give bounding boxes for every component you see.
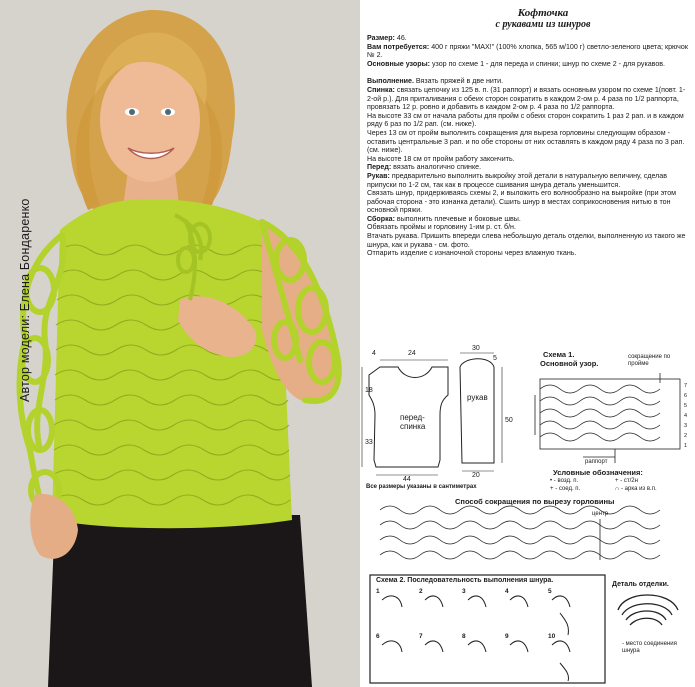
- schematic-drawing: [360, 345, 695, 687]
- dim-sleeve-side: 50: [505, 417, 513, 424]
- back-paragraph-4: На высоте 18 см от пройм работу закончить.: [367, 154, 515, 163]
- dim-bottom: 44: [403, 476, 411, 483]
- scheme2-step-number: 8: [462, 633, 466, 640]
- assembly-paragraph-4: Отпарить изделие с изнаночной стороны через влажную ткань.: [367, 249, 577, 258]
- legend-text-3: - соед. п.: [555, 486, 581, 492]
- legend-symbol-1: •: [550, 478, 553, 484]
- legend-text-2: - ст/2н: [620, 478, 638, 484]
- legend-symbol-4: ∩: [615, 486, 620, 492]
- scheme2-step-number: 9: [505, 633, 509, 640]
- front-label: Перед:: [367, 163, 392, 172]
- assembly-label: Сборка:: [367, 214, 395, 223]
- assembly-paragraph-2: Обвязать проймы и горловину 1-им р. ст. б/н.: [367, 223, 516, 232]
- scheme2-step-number: 5: [548, 588, 552, 595]
- detail-title: Деталь отделки.: [612, 581, 669, 588]
- article-title: Кофточка: [517, 7, 569, 19]
- dim-left-bottom: 33: [365, 439, 373, 446]
- scheme2-title: Схема 2. Последовательность выполнения шнура.: [376, 577, 554, 584]
- legend-item-1: [550, 478, 578, 484]
- sleeve-piece-label: рукав: [467, 393, 488, 402]
- sleeve-paragraph-2: Связать шнур, придерживаясь схемы 2, и выложить его волнообразно на выкройке (при этом рабочая сторона - это изнанка детали). Сшить шнур в местах соприкосновения нитью в тон основной пряжи.: [367, 189, 677, 215]
- legend-item-2: [615, 478, 638, 484]
- sleeve-label: Рукав:: [367, 171, 390, 180]
- patterns-label: Основные узоры:: [367, 59, 430, 68]
- back-paragraph-2: На высоте 33 см от начала работы для пройм с обеих сторон сократить 1 раз 2 рап. и в каждом ряду 6 раз по 1/2 рап. (см. ниже).: [367, 111, 684, 129]
- legend-item-4: [615, 486, 657, 492]
- dim-top-sleeve: 30: [472, 345, 480, 352]
- dim-left-top: 18: [365, 387, 373, 394]
- size-label: Размер:: [367, 34, 395, 42]
- scheme1-row-number: 5: [684, 403, 688, 409]
- patterns-value: узор по схеме 1 - для переда и спинки; шнур по схеме 2 - для рукавов.: [431, 59, 666, 68]
- rapport-bottom: раппорт: [585, 459, 608, 465]
- scheme2-step-number: 6: [376, 633, 380, 640]
- instructions: [367, 8, 689, 258]
- legend-symbol-3: +: [550, 486, 554, 492]
- legend-text-1: - возд. п.: [553, 478, 579, 484]
- front-value: вязать аналогично спинке.: [393, 163, 482, 172]
- front-back-label: перед-спинка: [400, 413, 426, 431]
- materials-value: 400 г пряжи "МАХ!" (100% хлопка, 565 м/100 г) светло-зеленого цвета; крючок № 2.: [367, 42, 688, 60]
- sizes-note: Все размеры указаны в сантиметрах: [366, 484, 477, 490]
- legend-item-3: [550, 486, 580, 492]
- diagrams-area: [360, 345, 695, 687]
- legend-text-4: - арка из в.п.: [620, 486, 657, 492]
- dim-top-left: 4: [372, 350, 376, 357]
- armhole-note: сокращение по пройме: [628, 354, 671, 367]
- dim-top-mid: 24: [408, 350, 416, 357]
- back-label: Спинка:: [367, 85, 395, 94]
- scheme1-row-number: 6: [684, 393, 688, 399]
- scheme2-step-number: 1: [376, 588, 380, 595]
- scheme2-step-number: 4: [505, 588, 509, 595]
- dim-sleeve-top: 5: [493, 355, 497, 362]
- article-subtitle: с рукавами из шнуров: [495, 19, 591, 30]
- size-value: 46.: [396, 34, 407, 42]
- neckline-title: Способ сокращения по вырезу горловины: [455, 497, 615, 506]
- scheme1-row-number: 1: [684, 443, 688, 449]
- scheme2-step-number: 10: [548, 633, 556, 640]
- scheme1-title: Схема 1.: [543, 350, 575, 359]
- materials-label: Вам потребуется:: [367, 42, 430, 51]
- assembly-paragraph-3: Втачать рукава. Пришить впереди слева небольшую деталь отделки, выполненную из такого же шнура, как и рукава - см. фото.: [367, 232, 686, 249]
- work-value: Вязать пряжей в две нити.: [415, 77, 504, 86]
- scheme1-row-number: 7: [684, 383, 688, 389]
- legend-title: Условные обозначения:: [553, 468, 643, 477]
- scheme2-step-number: 2: [419, 588, 423, 595]
- detail-note: - место соединения шнура: [622, 641, 677, 654]
- neckline-center: центр: [592, 511, 609, 517]
- scheme2-step-number: 3: [462, 588, 466, 595]
- model-credit: Автор модели: Елена Бондаренко: [18, 198, 32, 402]
- sleeve-value: предварительно выполнить выкройку этой детали в натуральную величину, сделав припуски по 1-2 см, так как в процессе сшивания шнура деталь уменьшится.: [367, 171, 668, 189]
- work-label: Выполнение.: [367, 77, 414, 86]
- dim-sleeve-bottom: 20: [472, 472, 480, 479]
- assembly-value: выполнить плечевые и боковые швы.: [396, 214, 521, 223]
- scheme1-row-number: 3: [684, 423, 688, 429]
- legend-symbol-2: +: [615, 478, 619, 484]
- scheme1-subtitle: Основной узор.: [540, 359, 599, 368]
- scheme1-row-number: 4: [684, 413, 688, 419]
- scheme2-step-number: 7: [419, 633, 423, 640]
- scheme1-row-number: 2: [684, 433, 688, 439]
- back-value: связать цепочку из 125 в. п. (31 раппорт) и вязать основным узором по схеме 1(повт. 1-2-ой р.). Для приталивания с обеих сторон сократить в каждом 2-ом р. 4 раза по 1/2 раппорта, провязать 12 р. ровно и добавить в каждом 2-ом р. 4 раза по 1/2 раппорта.: [367, 85, 686, 112]
- back-paragraph-3: Через 13 см от пройм выполнить сокращения для выреза горловины следующим образом - оставить центральные 3 рап. и по обе стороны от них оставлять в каждом ряду 4 раза по 3 рап. (см. ниже).: [367, 128, 685, 155]
